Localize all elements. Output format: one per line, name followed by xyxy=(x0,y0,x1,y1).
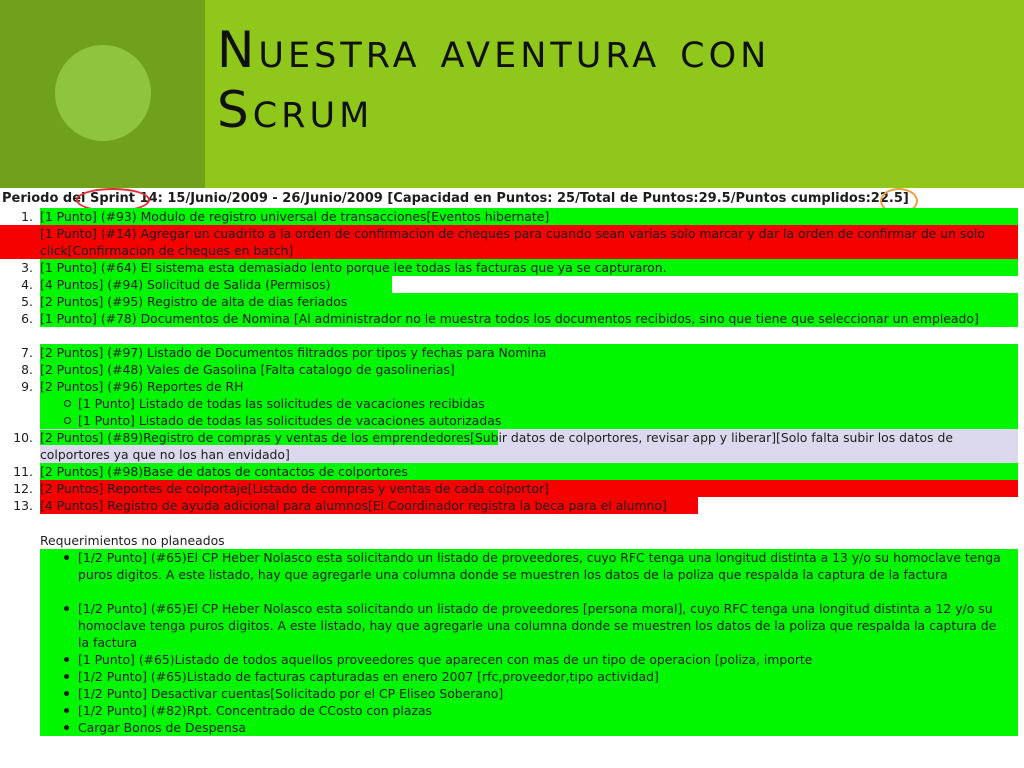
item-number: 9. xyxy=(21,379,33,394)
sprint-item xyxy=(0,293,1018,310)
sprint-item xyxy=(0,497,1018,514)
unplanned-item xyxy=(40,549,1018,600)
item-number: 13. xyxy=(13,498,33,513)
item-text: [1/2 Punto] (#65)El CP Heber Nolasco esta solicitando un listado de proveedores [persona moral], cuyo RFC tenga una longitud distinta a 12 y/o su homoclave tenga puros digitos. A este listado, hay que agregarle una columna donde se muestren los datos de la poliza que respalda la captura de la factura xyxy=(78,601,997,650)
sprint-header: Periodo del Sprint 14: 15/Junio/2009 - 26/Junio/2009 [Capacidad en Puntos: 25/Total de Puntos:29.5/Puntos cumplidos:22.5] xyxy=(2,191,909,206)
item-number: 11. xyxy=(13,464,33,479)
hollow-bullet-icon xyxy=(64,417,71,424)
unplanned-item xyxy=(40,651,1018,668)
unplanned-item xyxy=(40,600,1018,651)
unplanned-heading: Requerimientos no planeados xyxy=(40,533,225,548)
item-text: Cargar Bonos de Despensa xyxy=(78,720,246,735)
item-text: [1/2 Punto] (#82)Rpt. Concentrado de CCosto con plazas xyxy=(78,703,432,718)
sprint-item xyxy=(0,259,1018,276)
item-text: [2 Puntos] (#95) Registro de alta de dias feriados xyxy=(40,293,1018,310)
sprint-subitem xyxy=(40,412,1018,429)
item-text: [1 Punto] Listado de todas las solicitudes de vacaciones autorizadas xyxy=(78,413,502,428)
sprint-item xyxy=(0,429,1018,463)
item-number: 3. xyxy=(21,260,33,275)
item-text: [1 Punto] (#78) Documentos de Nomina [Al administrador no le muestra todos los documentos recibidos, sino que tiene que seleccionar un empleado] xyxy=(40,310,1018,327)
bullet-icon xyxy=(64,674,69,679)
item-text: [1 Punto] (#64) El sistema esta demasiado lento porque lee todas las facturas que ya se capturaron. xyxy=(40,259,1018,276)
sprint-subitem xyxy=(40,395,1018,412)
sprint-item xyxy=(0,276,1018,293)
item-number: 10. xyxy=(13,430,33,445)
item-text: [1 Punto] (#14) Agregar un cuadrito a la orden de confirmacion de cheques para cuando sean varias solo marcar y dar la orden de confirmar de un solo click[Confirmacion de cheques en batch] xyxy=(0,225,1018,259)
sprint-item xyxy=(0,480,1018,497)
sprint-item xyxy=(0,208,1018,225)
item-text: [2 Puntos] (#96) Reportes de RH xyxy=(40,378,1018,395)
decorative-circle xyxy=(55,45,151,141)
item-text: [1/2 Punto] (#65)Listado de facturas capturadas en enero 2007 [rfc,proveedor,tipo actividad] xyxy=(78,669,659,684)
item-text: [1 Punto] (#93) Modulo de registro universal de transacciones[Eventos hibernate] xyxy=(40,208,1018,225)
bullet-icon xyxy=(64,725,69,730)
sprint-item xyxy=(0,225,1018,259)
unplanned-item xyxy=(40,668,1018,685)
bullet-icon xyxy=(64,657,69,662)
slide-header xyxy=(0,0,1024,188)
bullet-icon xyxy=(64,555,69,560)
item-text: [2 Puntos] Reportes de colportaje[Listado de compras y ventas de cada colportor] xyxy=(40,480,1018,497)
slide-title-line1: Nuestra aventura con xyxy=(217,21,771,79)
item-text: [4 Puntos] Registro de ayuda adicional para alumnos[El Coordinador registra la beca para el alumno] xyxy=(40,497,698,514)
header-accent-block xyxy=(0,0,205,188)
item-text-pending: ir datos de colportores, revisar app y liberar][Solo falta subir los datos de colportores ya que no los han envidado] xyxy=(40,430,953,462)
unplanned-item xyxy=(40,685,1018,702)
sprint-item xyxy=(0,361,1018,378)
slide-title xyxy=(217,20,1007,140)
item-text: [2 Puntos] (#48) Vales de Gasolina [Falta catalogo de gasolinerias] xyxy=(40,361,1018,378)
item-number: 12. xyxy=(13,481,33,496)
item-number: 6. xyxy=(21,311,33,326)
sprint-item xyxy=(0,378,1018,395)
sprint-document xyxy=(0,190,1024,768)
bullet-icon xyxy=(64,691,69,696)
sprint-item xyxy=(0,310,1018,344)
sprint-item xyxy=(0,344,1018,361)
sprint-item xyxy=(0,463,1018,480)
item-text: [1 Punto] Listado de todas las solicitudes de vacaciones recibidas xyxy=(78,396,485,411)
item-number: 1. xyxy=(21,209,33,224)
item-text: [2 Puntos] (#97) Listado de Documentos filtrados por tipos y fechas para Nomina xyxy=(40,344,1018,361)
item-text: [4 Puntos] (#94) Solicitud de Salida (Permisos) xyxy=(40,276,392,293)
item-text-done: [2 Puntos] (#89)Registro de compras y ventas de los emprendedores[Sub xyxy=(40,430,499,445)
item-text: [2 Puntos] (#98)Base de datos de contactos de colportores xyxy=(40,463,1018,480)
hollow-bullet-icon xyxy=(64,400,71,407)
item-number: 7. xyxy=(21,345,33,360)
bullet-icon xyxy=(64,708,69,713)
item-text: [1/2 Punto] (#65)El CP Heber Nolasco esta solicitando un listado de proveedores, cuyo RFC tenga una longitud distinta a 13 y/o su homoclave tenga puros digitos. A este listado, hay que agregarle una columna donde se muestren los datos de la poliza que respalda la captura de la factura xyxy=(78,550,1001,582)
unplanned-item xyxy=(40,702,1018,719)
slide-title-line2: Scrum xyxy=(217,81,374,139)
item-text xyxy=(40,429,1018,463)
bullet-icon xyxy=(64,606,69,611)
item-number: 8. xyxy=(21,362,33,377)
item-number: 4. xyxy=(21,277,33,292)
item-text: [1 Punto] (#65)Listado de todos aquellos proveedores que aparecen con mas de un tipo de operacion [poliza, importe xyxy=(78,652,813,667)
item-number: 5. xyxy=(21,294,33,309)
item-text: [1/2 Punto] Desactivar cuentas[Solicitado por el CP Eliseo Soberano] xyxy=(78,686,504,701)
unplanned-item xyxy=(40,719,1018,736)
